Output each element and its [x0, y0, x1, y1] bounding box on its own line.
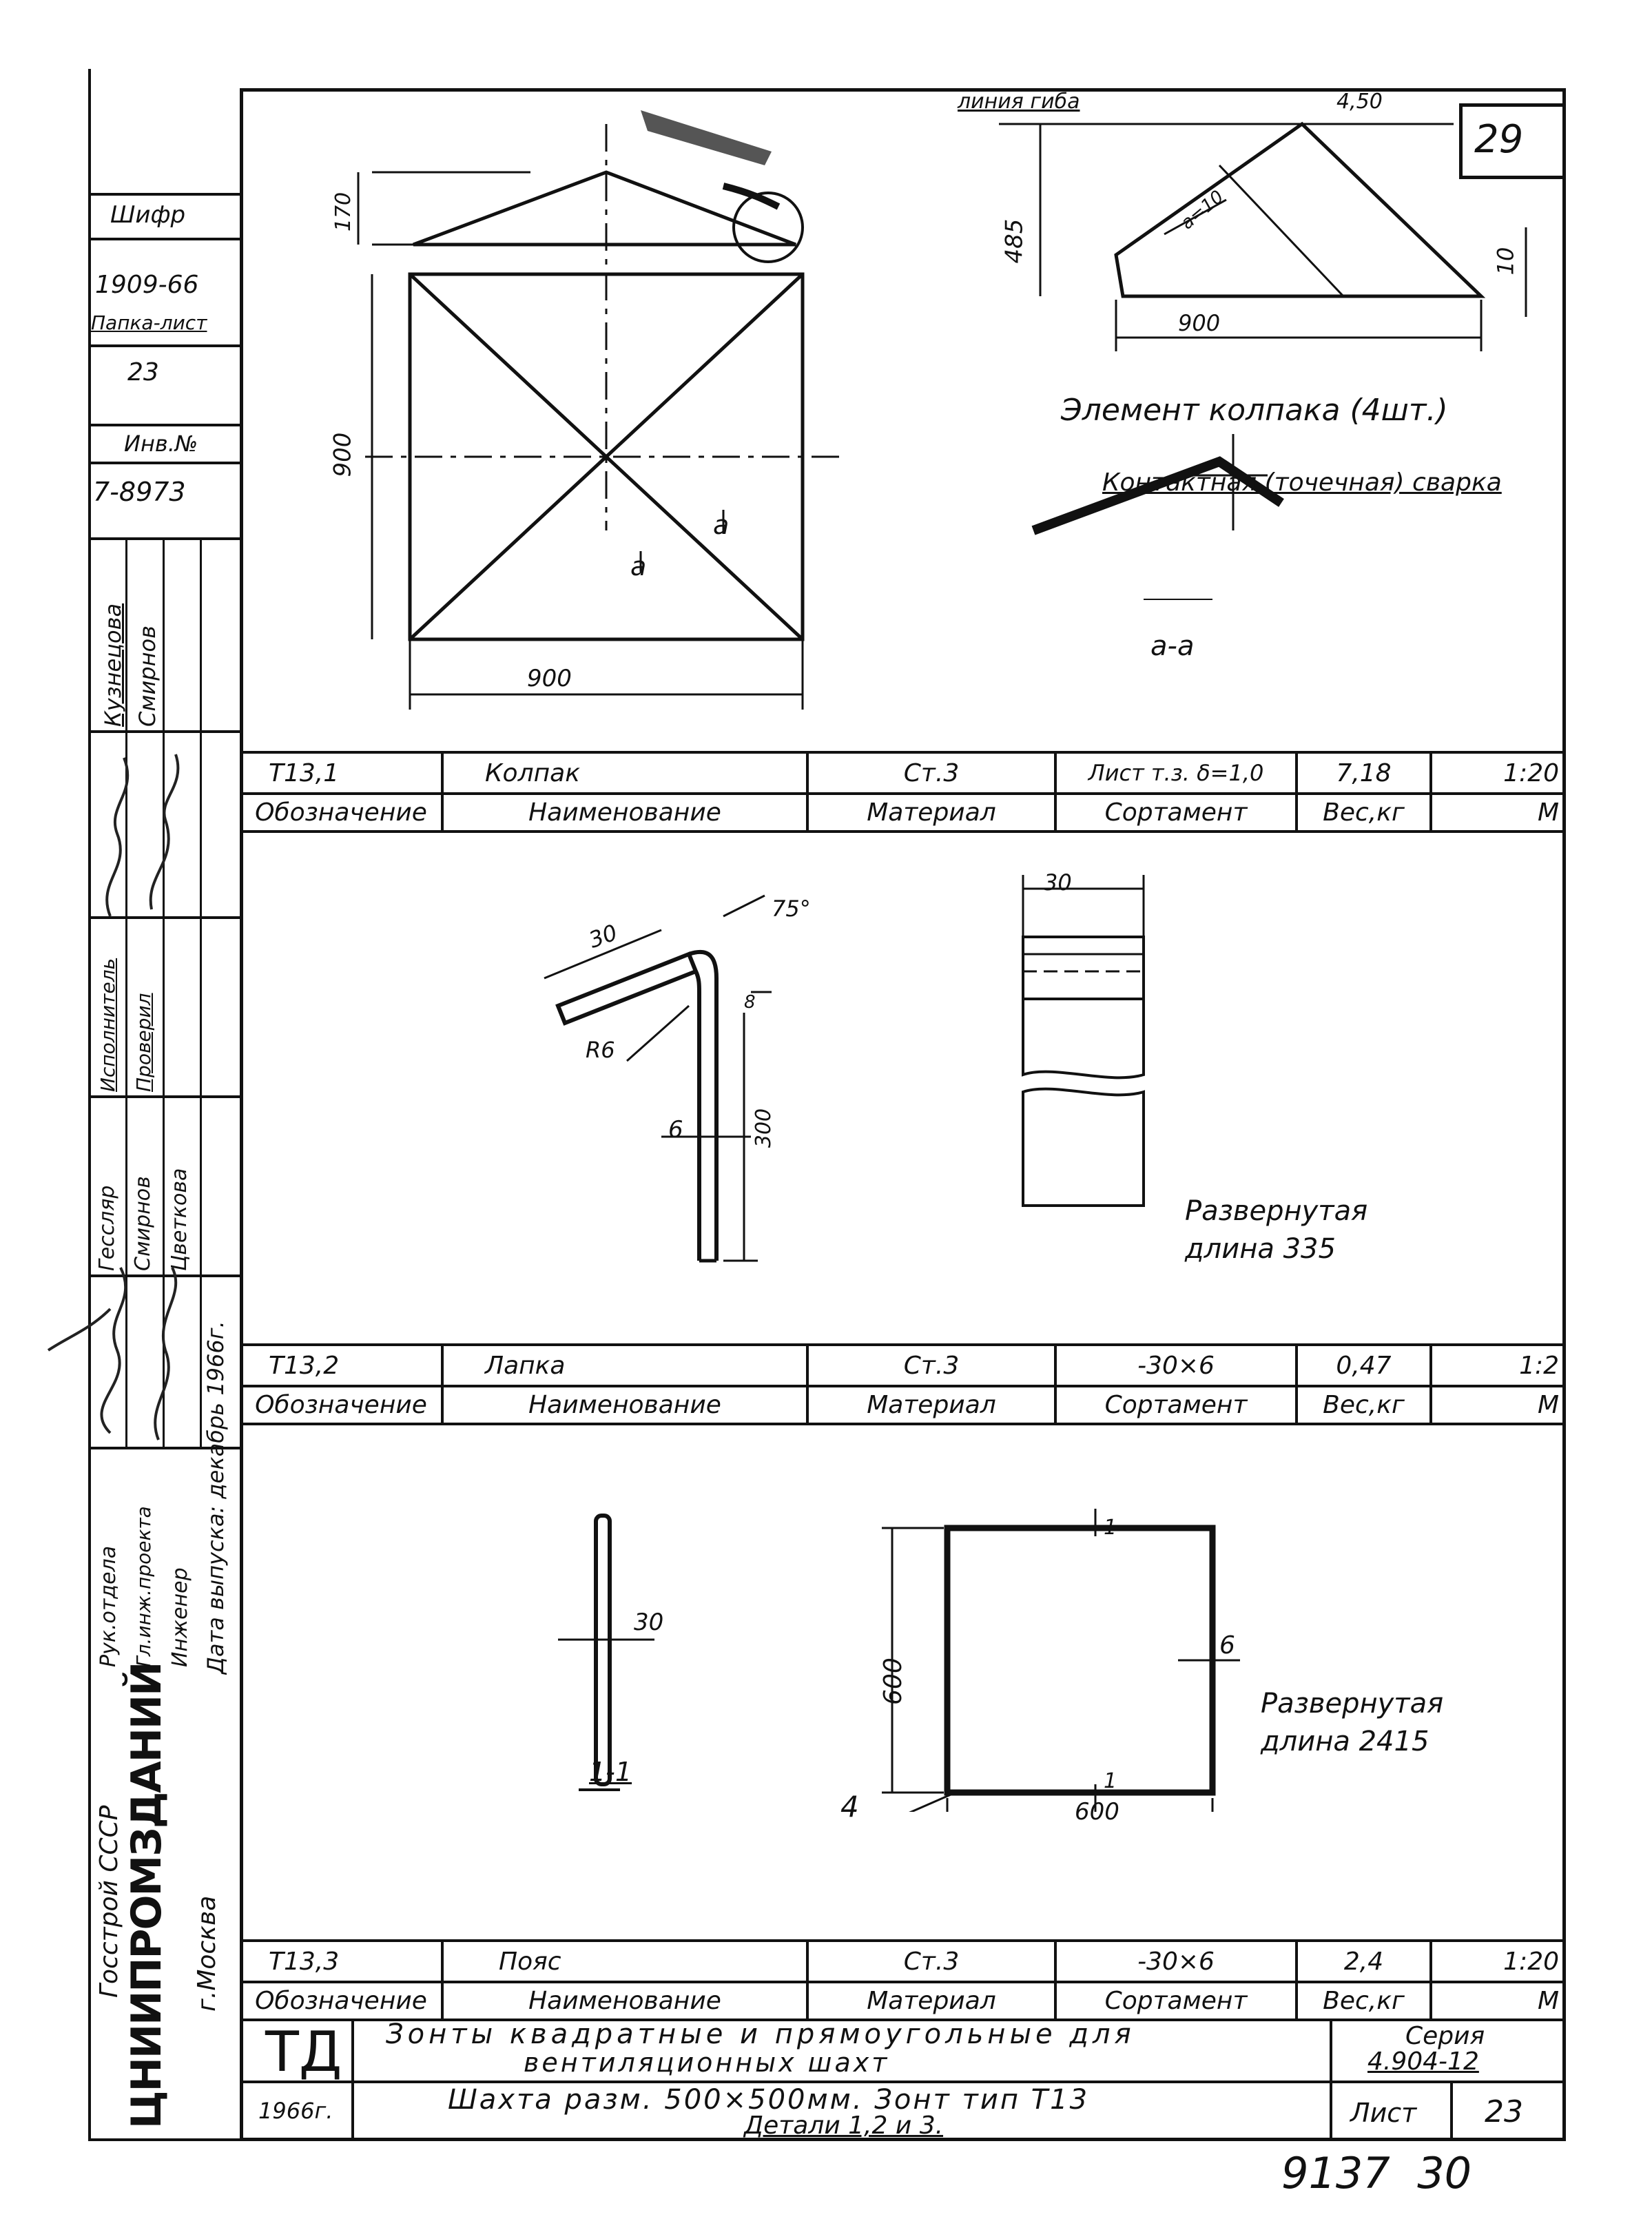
inv-label: Инв.№ [124, 431, 198, 457]
papka-value: 23 [127, 358, 159, 386]
part2-name: Лапка [485, 1351, 566, 1380]
part1-material: Ст.3 [903, 758, 960, 787]
dim-900-vertical: 900 [329, 432, 357, 477]
stamp-rule [88, 238, 241, 240]
part1-h-material: Материал [867, 798, 996, 827]
person-name-5: Гессляр [95, 1185, 119, 1271]
part1-name: Колпак [485, 758, 580, 787]
person-name-1: Кузнецова [100, 603, 126, 727]
part2-h-sortament: Сортамент [1104, 1391, 1248, 1419]
part1-code: T13,1 [269, 758, 340, 787]
role-executor: Исполнитель [96, 958, 119, 1092]
desc-line1: Шахта разм. 500×500мм. Зонт тип T13 [448, 2084, 1090, 2116]
part3-name: Пояс [499, 1947, 561, 1976]
section-mark-a-2: a [713, 510, 730, 540]
part2-h-name: Наименование [528, 1391, 721, 1419]
title-rule [240, 2081, 1566, 2083]
person-name-2: Смирнов [134, 626, 161, 727]
org-line3: г.Москва [193, 1895, 221, 2012]
dim-a10: a=10 [1177, 186, 1228, 234]
desc-line2: Детали 1,2 и 3. [744, 2112, 944, 2140]
series-value: 4.904-12 [1367, 2047, 1479, 2076]
section-mark-a: a [630, 551, 647, 581]
dim-10: 10 [1492, 247, 1519, 276]
signatures-graphic [41, 744, 241, 1467]
part1-weight: 7,18 [1336, 758, 1392, 787]
dim-485: 485 [1000, 218, 1029, 264]
part1-h-sortament: Сортамент [1104, 798, 1248, 827]
role-head: Рук.отдела [96, 1545, 121, 1667]
shifr-label: Шифр [110, 201, 186, 229]
dim-600-horizontal: 600 [1075, 1798, 1119, 1826]
section-1-1: 1-1 [589, 1757, 632, 1787]
part2-unfolded-line1: Развернутая [1185, 1195, 1368, 1227]
part2-code: T13,2 [269, 1351, 340, 1380]
dim-8: 8 [744, 992, 756, 1013]
dim-900-horizontal: 900 [527, 665, 572, 692]
stamp-rule [88, 462, 241, 464]
part3-h-name: Наименование [528, 1987, 721, 2015]
stamp-rule [88, 344, 241, 347]
dim-600-vertical: 600 [878, 1658, 907, 1705]
sheet-number-top: 29 [1474, 117, 1524, 162]
section-mark-1b: 1 [1104, 1769, 1117, 1793]
title-col [351, 2019, 354, 2140]
table-rule [240, 830, 1566, 833]
part1-h-scale: М [1537, 798, 1559, 827]
part3-h-scale: М [1537, 1987, 1559, 2015]
part3-h-material: Материал [867, 1987, 996, 2015]
weld-caption: Контактная (точечная) сварка [1102, 468, 1502, 497]
part2-h-material: Материал [867, 1391, 996, 1419]
element-caption: Элемент колпака (4шт.) [1061, 393, 1448, 428]
series-label: Серия [1405, 2022, 1485, 2050]
part2-h-scale: М [1537, 1391, 1559, 1419]
part2-h-code: Обозначение [255, 1391, 427, 1419]
stamp-bottom-border [88, 2138, 241, 2141]
title-line1: Зонты квадратные и прямоугольные для [386, 2019, 1135, 2050]
title-col [1450, 2081, 1453, 2140]
title-col [1330, 2019, 1332, 2140]
part3-unfolded-line1: Развернутая [1261, 1688, 1444, 1720]
role-checker: Проверил [132, 993, 155, 1092]
part1-h-code: Обозначение [255, 798, 427, 827]
dim-170: 170 [331, 192, 356, 232]
part3-sortament: -30×6 [1137, 1947, 1215, 1976]
dim-30-a: 30 [585, 919, 621, 953]
section-mark-1a: 1 [1104, 1516, 1117, 1540]
dim-30-b: 30 [1044, 869, 1072, 896]
person-name-7: Цветкова [167, 1168, 192, 1271]
dim-r6: R6 [586, 1037, 615, 1063]
part3-unfolded-line2: длина 2415 [1261, 1726, 1429, 1757]
part3-h-code: Обозначение [255, 1987, 427, 2015]
part1-scale: 1:20 [1503, 758, 1559, 787]
part3-weight: 2,4 [1343, 1947, 1384, 1976]
stamp-rule [88, 730, 241, 733]
dim-900-right: 900 [1178, 310, 1221, 336]
sheet-label: Лист [1350, 2098, 1417, 2128]
dim-75-deg: 75° [772, 896, 811, 922]
part2-scale: 1:2 [1519, 1351, 1559, 1380]
section-aa: a-a [1150, 630, 1195, 662]
part2-sortament: -30×6 [1137, 1351, 1215, 1380]
papka-label: Папка-лист [91, 311, 207, 334]
date-issue: Дата выпуска: декабрь 1966г. [203, 1321, 229, 1674]
part3-h-sortament: Сортамент [1104, 1987, 1248, 2015]
part1-h-name: Наименование [528, 798, 721, 827]
sheet-value: 23 [1485, 2094, 1523, 2129]
part3-scale: 1:20 [1503, 1947, 1559, 1976]
person-name-6: Смирнов [131, 1176, 155, 1271]
role-engineer: Инженер [168, 1567, 192, 1667]
org-line1: Госстрой СССР [95, 1805, 123, 1998]
dim-450: 4,50 [1336, 90, 1383, 114]
dim-30: 30 [634, 1609, 664, 1636]
dim-300: 300 [752, 1108, 776, 1148]
org-line2: ЦНИИПРОМЗДАНИЙ [123, 1662, 171, 2129]
part1-h-weight: Вес,кг [1323, 798, 1405, 827]
dim-6: 6 [1219, 1631, 1235, 1660]
part3-code: T13,3 [269, 1947, 340, 1976]
title-line2: вентиляционных шахт [524, 2047, 890, 2078]
part2-unfolded-line2: длина 335 [1185, 1233, 1336, 1265]
stamp-rule [88, 193, 241, 196]
part2-drawing [241, 834, 1564, 1343]
part3-material: Ст.3 [903, 1947, 960, 1976]
table-rule [240, 1423, 1566, 1425]
part2-material: Ст.3 [903, 1351, 960, 1380]
footer-number: 9137 30 [1281, 2148, 1472, 2198]
part3-h-weight: Вес,кг [1323, 1987, 1405, 2015]
stamp-rule [88, 537, 241, 540]
role-chief-engineer: Гл.инж.проекта [132, 1506, 155, 1667]
inv-value: 7-8973 [93, 477, 186, 507]
stamp-rule [88, 424, 241, 426]
part2-h-weight: Вес,кг [1323, 1391, 1405, 1419]
part1-sortament: Лист т.з. δ=1,0 [1088, 760, 1264, 786]
dim-6: 6 [668, 1116, 683, 1144]
part2-weight: 0,47 [1336, 1351, 1392, 1380]
shifr-value: 1909-66 [95, 271, 199, 299]
logo-td: ТД [265, 2020, 342, 2084]
dim-4: 4 [840, 1790, 859, 1824]
year: 1966г. [258, 2098, 333, 2124]
bend-line-label: линия гиба [958, 90, 1080, 114]
